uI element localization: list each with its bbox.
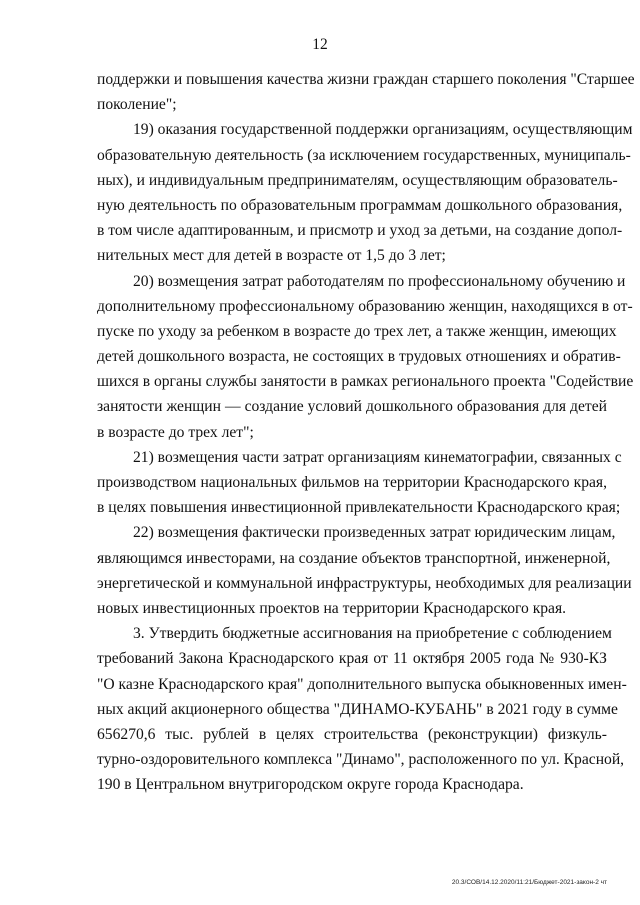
text-line: занятости женщин — создание условий дошкольного образования для детей [97,398,607,416]
text-line: ную деятельность по образовательным программам дошкольного образования, [97,196,623,214]
document-footer-code: 20.3/СОВ/14.12.2020/11:21/Бюджет-2021-закон-2 чт [451,879,607,886]
text-line: ных акций акционерного общества "ДИНАМО-КУБАНЬ" в 2021 году в сумме [97,700,618,718]
text-line: производством национальных фильмов на территории Краснодарского края, [97,474,607,491]
page-number: 12 [312,36,328,53]
text-line: образовательную деятельность (за исключением государственных, муниципаль- [97,146,631,164]
text-line: нительных мест для детей в возрасте от 1,5 до 3 лет; [97,247,446,265]
text-line: турно-оздоровительного комплекса "Динамо", расположенного по ул. Красной, [97,751,625,769]
text-line: 21) возмещения части затрат организациям кинематографии, связанных с [133,448,622,466]
text-line: дополнительному профессиональному образованию женщин, находящихся в от- [97,297,633,315]
text-line: в целях повышения инвестиционной привлекательности Краснодарского края; [97,499,621,517]
text-line: "О казне Краснодарского края" дополнительного выпуска обыкновенных имен- [97,675,627,693]
text-line: шихся в органы службы занятости в рамках регионального проекта "Содействие [97,373,634,391]
text-line: пуске по уходу за ребенком в возрасте до трех лет, а также женщин, имеющих [97,322,617,340]
text-line: поддержки и повышения качества жизни граждан старшего поколения "Старшее [97,71,635,88]
text-line: новых инвестиционных проектов на территории Краснодарского края. [97,599,567,617]
text-line: в возрасте до трех лет"; [97,423,254,441]
text-line: 19) оказания государственной поддержки организациям, осуществляющим [133,121,633,139]
text-line: 656270,6 тыс. рублей в целях строительства (реконструкции) физкуль- [97,725,607,743]
text-line: 3. Утвердить бюджетные ассигнования на приобретение с соблюдением [133,625,612,643]
text-line: в том числе адаптированным, и присмотр и уход за детьми, на создание допол- [97,222,623,240]
body-text [97,67,635,797]
text-line: энергетической и коммунальной инфраструктуры, необходимых для реализации [97,574,632,592]
text-line: ных), и индивидуальным предпринимателям, осуществляющим образователь- [97,171,618,189]
text-line: требований Закона Краснодарского края от 11 октября 2005 года № 930-КЗ [97,650,607,668]
text-line: 20) возмещения затрат работодателям по профессиональному обучению и [133,272,626,290]
text-line: детей дошкольного возраста, не состоящих в трудовых отношениях и обратив- [97,348,621,366]
text-line: 190 в Центральном внутригородском округе города Краснодара. [97,776,524,794]
text-line: 22) возмещения фактически произведенных затрат юридическим лицам, [133,524,616,542]
text-line: поколение"; [97,96,177,114]
text-line: являющимся инвесторами, на создание объектов транспортной, инженерной, [97,549,611,567]
